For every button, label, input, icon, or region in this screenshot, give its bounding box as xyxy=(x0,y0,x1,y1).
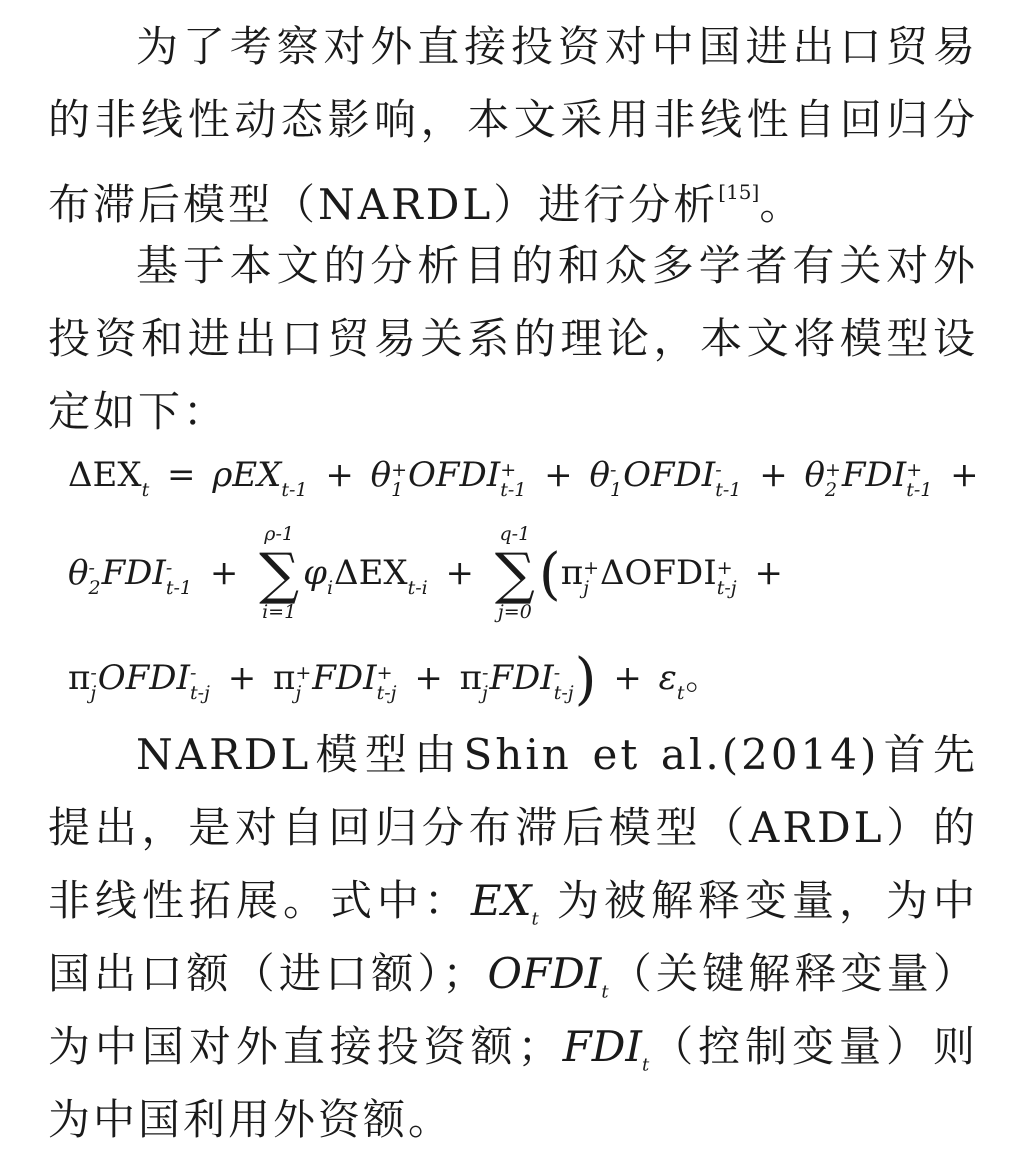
eq-sub: j xyxy=(295,682,302,704)
eq-theta: θ xyxy=(804,455,825,495)
eq-rho-ex: ρEX xyxy=(212,455,282,495)
var-ex: $EX_t$ xyxy=(470,876,539,930)
eq-sup: - xyxy=(90,662,97,684)
eq-sub: j xyxy=(90,682,97,704)
eq-plus: + xyxy=(227,658,257,698)
eq-sup: + xyxy=(906,459,923,481)
intro-text: 为了考察对外直接投资对中国进出口贸易的非线性动态影响，本文采用非线性自回归分布滞后模型（NARDL）进行分析 xyxy=(48,22,978,229)
sum-upper: ρ-1 xyxy=(264,523,294,545)
eq-sub: 2 xyxy=(824,479,838,501)
eq-summation-2 xyxy=(495,525,535,625)
eq-fdi: FDI xyxy=(489,658,554,698)
eq-plus: + xyxy=(950,455,979,495)
eq-plus: + xyxy=(325,455,354,495)
eq-sup: + xyxy=(583,557,599,579)
eq-ofdi: OFDI xyxy=(97,658,190,698)
eq-delta-ex: ΔEX xyxy=(334,553,408,593)
equation-line-3 xyxy=(68,647,988,712)
eq-sup: + xyxy=(376,662,393,684)
eq-sup: + xyxy=(824,459,841,481)
sum-upper: q-1 xyxy=(499,523,531,545)
eq-sub: t-1 xyxy=(500,479,527,501)
paragraph-intro xyxy=(48,10,978,241)
nardl-text-1: NARDL模型由Shin et al.(2014)首先提出，是对自回归分布滞后模型（ARDL）的非线性拓展。式中： xyxy=(48,730,978,925)
eq-theta: θ xyxy=(68,553,89,593)
eq-sup: - xyxy=(715,459,722,481)
citation-ref[interactable]: [15] xyxy=(718,180,760,204)
sigma-symbol: ∑ xyxy=(259,542,300,607)
eq-sub: t xyxy=(676,682,685,704)
eq-sub: t-i xyxy=(407,577,428,599)
eq-pi: π xyxy=(560,553,584,593)
eq-pi: π xyxy=(273,658,296,698)
sum-lower: i=1 xyxy=(262,601,297,623)
eq-pi: π xyxy=(68,658,91,698)
eq-pi: π xyxy=(459,658,483,698)
intro-end: 。 xyxy=(759,180,805,229)
eq-sub: t-j xyxy=(189,682,210,704)
eq-sub: i xyxy=(326,577,334,599)
eq-fdi: FDI xyxy=(312,658,377,698)
eq-left-paren: ( xyxy=(538,542,561,607)
var-sub: t xyxy=(531,908,539,930)
sigma-symbol: ∑ xyxy=(494,542,535,607)
eq-plus: + xyxy=(209,553,239,593)
eq-sub: t-1 xyxy=(281,479,308,501)
eq-sup: - xyxy=(482,662,489,684)
eq-sub: t-j xyxy=(553,682,574,704)
eq-sub: t-1 xyxy=(715,479,742,501)
eq-sup: - xyxy=(189,662,197,684)
nardl-text-2: 为被解释变量，为中国出口额（进口额）； xyxy=(48,876,978,998)
eq-delta-ex: ΔEX xyxy=(68,455,142,495)
eq-sub: 1 xyxy=(609,479,623,501)
eq-sub: j xyxy=(482,682,488,704)
eq-sup: + xyxy=(716,557,733,579)
eq-fdi: FDI xyxy=(101,553,166,593)
eq-fdi: FDI xyxy=(841,455,907,495)
eq-plus: + xyxy=(754,553,783,593)
var-sub: t xyxy=(642,1054,650,1076)
eq-sub: t-1 xyxy=(906,479,933,501)
model-setup-text: 基于本文的分析目的和众多学者有关对外投资和进出口贸易关系的理论，本文将模型设定如下： xyxy=(48,241,978,436)
eq-ofdi: OFDI xyxy=(623,455,716,495)
eq-plus: + xyxy=(445,553,475,593)
eq-epsilon: ε xyxy=(658,658,677,698)
eq-sub: 2 xyxy=(88,577,101,599)
eq-delta-ofdi: ΔOFDI xyxy=(599,553,717,593)
eq-sub: j xyxy=(583,577,589,599)
eq-sup: - xyxy=(609,459,617,481)
var-sub: t xyxy=(601,981,609,1003)
eq-plus: + xyxy=(759,455,788,495)
paragraph-model-setup xyxy=(48,229,978,448)
eq-sub: t-j xyxy=(716,577,737,599)
eq-sup: - xyxy=(88,557,95,579)
eq-phi: φ xyxy=(303,553,327,593)
eq-period: 。 xyxy=(685,658,720,698)
eq-sup: - xyxy=(553,662,561,684)
eq-theta: θ xyxy=(370,455,392,495)
eq-equals: = xyxy=(167,455,196,495)
eq-summation-1 xyxy=(259,525,299,625)
sum-lower: j=0 xyxy=(497,601,532,623)
eq-sub: t-1 xyxy=(165,577,193,599)
equation-line-2 xyxy=(68,525,988,625)
eq-sub: t-j xyxy=(376,682,397,704)
eq-sub: 1 xyxy=(391,479,404,501)
var-fdi: $FDI_t$ xyxy=(562,1022,650,1076)
eq-sub: t xyxy=(141,479,150,501)
eq-plus: + xyxy=(544,455,573,495)
equation-line-1 xyxy=(68,455,988,501)
eq-sup: + xyxy=(391,459,408,481)
eq-theta: θ xyxy=(589,455,610,495)
nardl-text-3: （关键解释变量）为中国对外直接投资额； xyxy=(48,949,978,1071)
eq-sup: + xyxy=(500,459,517,481)
eq-sup: - xyxy=(165,557,173,579)
eq-plus: + xyxy=(613,658,642,698)
nardl-text-4: （控制变量）则为中国利用外资额。 xyxy=(48,1022,978,1144)
var-ofdi: $OFDI_t$ xyxy=(487,949,609,1003)
eq-right-paren: ) xyxy=(574,647,597,712)
eq-ofdi: OFDI xyxy=(408,455,501,495)
eq-plus: + xyxy=(414,658,443,698)
paragraph-nardl-explanation xyxy=(48,718,978,1156)
eq-sup: + xyxy=(295,662,312,684)
